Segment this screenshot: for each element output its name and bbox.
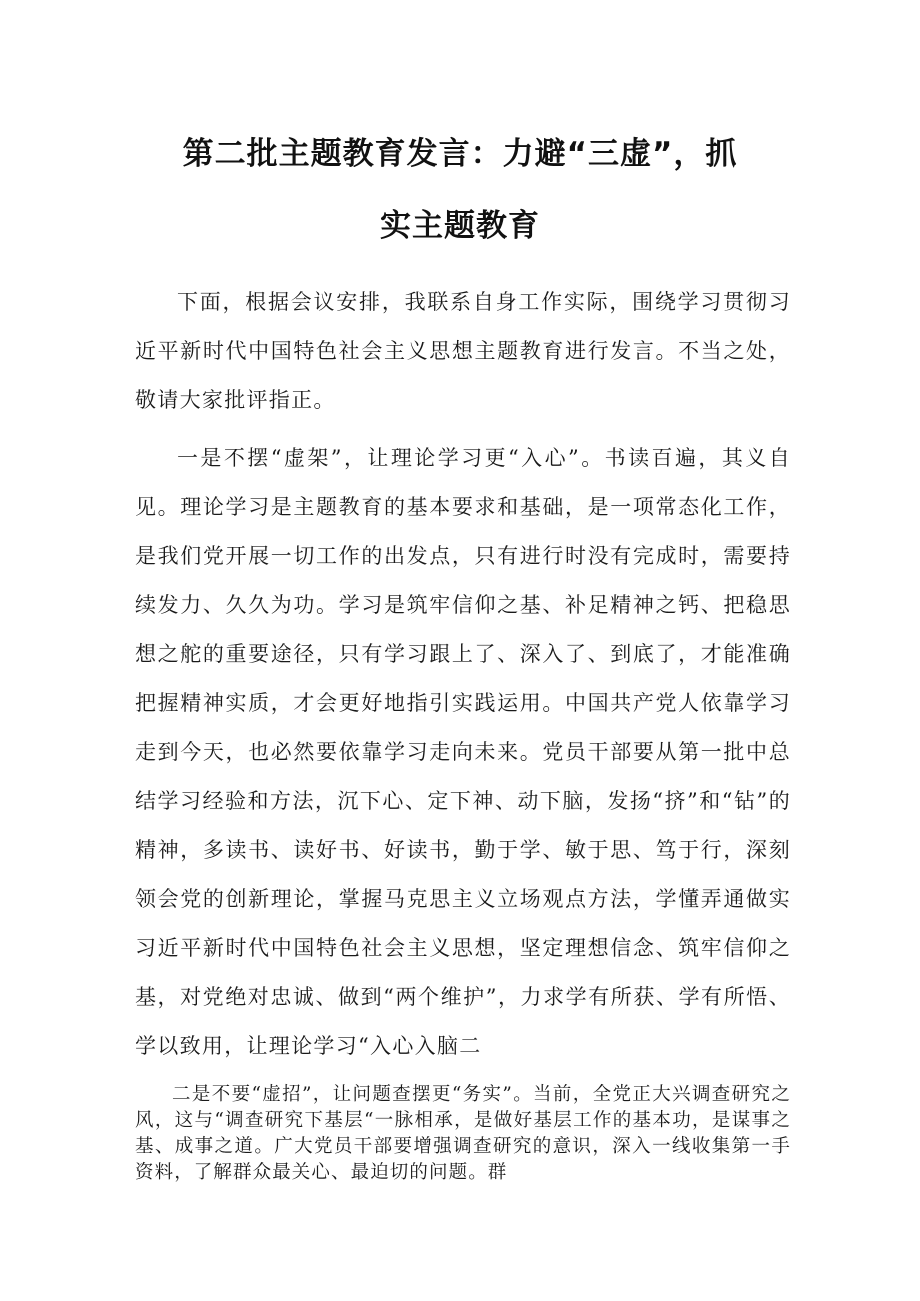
document-title-line-2: 实主题教育 (380, 208, 540, 244)
paragraph-point-one: 一是不摆“虚架”，让理论学习更“入心”。书读百遍，其义自见。理论学习是主题教育的基本要求和基础，是一项常态化工作，是我们党开展一切工作的出发点，只有进行时没有完成时，需要持续发力、久久为功。学习是筑牢信仰之基、补足精神之钙、把稳思想之舵的重要途径，只有学习跟上了、深入了、到底了，才能准确把握精神实质，才会更好地指引实践运用。中国共产党人依靠学习走到今天，也必然要依靠学习走向未来。党员干部要从第一批中总结学习经验和方法，沉下心、定下神、动下脑，发扬“挤”和“钻”的精神，多读书、读好书、好读书，勤于学、敏于思、笃于行，深刻领会党的创新理论，掌握马克思主义立场观点方法，学懂弄通做实习近平新时代中国特色社会主义思想，坚定理想信念、筑牢信仰之基，对党绝对忠诚、做到“两个维护”，力求学有所获、学有所悟、学以致用，让理论学习“入心入脑二 (135, 446, 791, 1058)
document-title-line-1: 第二批主题教育发言：力避“三虚”，抓 (182, 136, 738, 172)
paragraph-point-two: 二是不要“虚招”，让问题查摆更“务实”。当前，全党正大兴调查研究之风，这与“调查研究下基层“一脉相承，是做好基层工作的基本功，是谋事之基、成事之道。广大党员干部要增强调查研究的意识，深入一线收集第一手资料，了解群众最关心、最迫切的问题。群 (135, 1084, 791, 1183)
paragraph-intro: 下面，根据会议安排，我联系自身工作实际，围绕学习贯彻习近平新时代中国特色社会主义思想主题教育进行发言。不当之处，敬请大家批评指正。 (135, 290, 791, 412)
